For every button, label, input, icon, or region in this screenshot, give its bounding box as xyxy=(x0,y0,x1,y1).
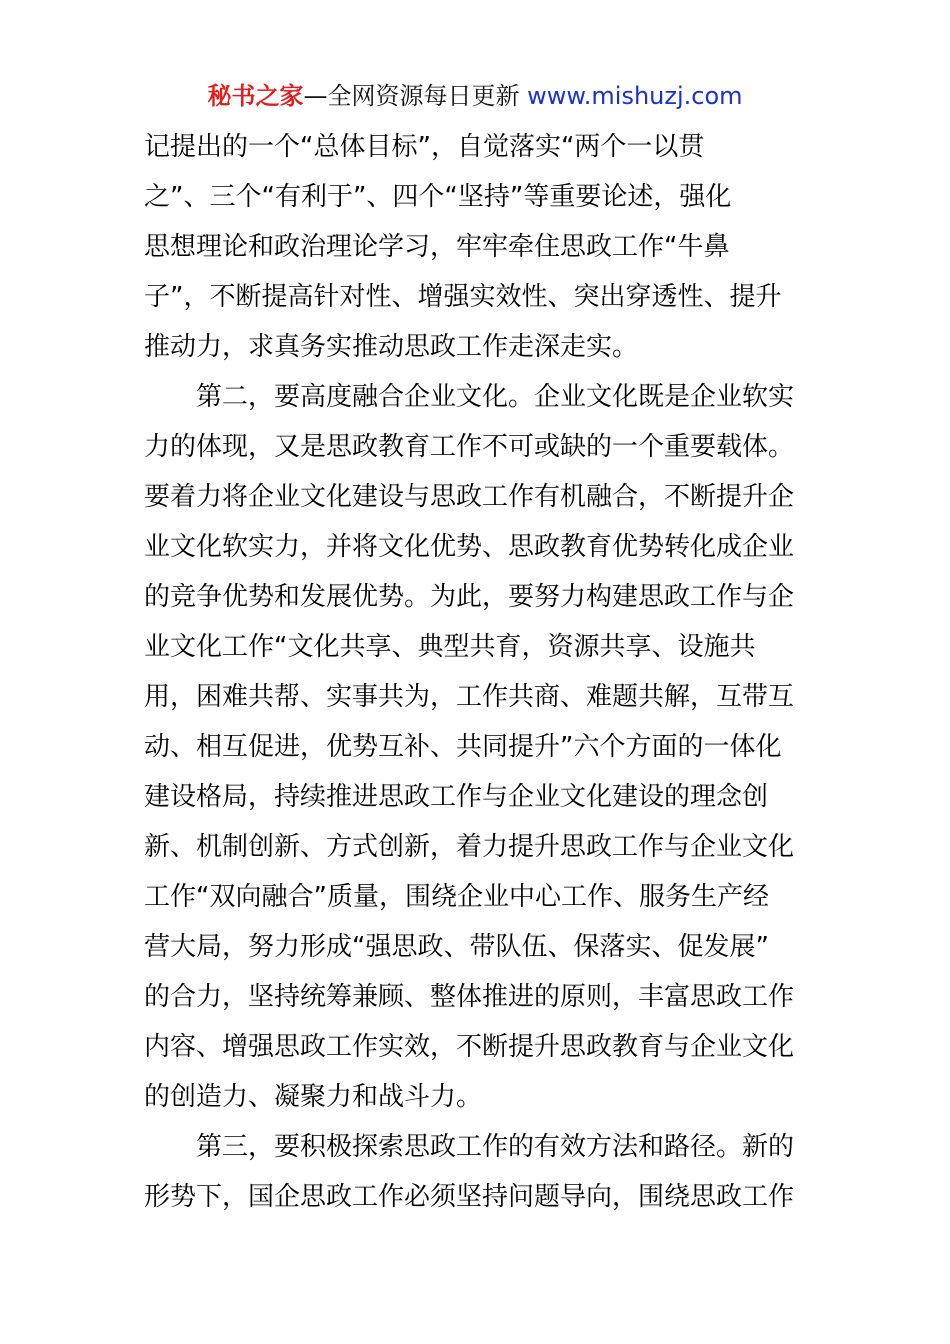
text-line: 第三，要积极探索思政工作的有效方法和路径。新的 xyxy=(144,1132,795,1162)
text-line: 第二，要高度融合企业文化。企业文化既是企业软实 xyxy=(144,382,795,412)
text-line: 思想理论和政治理论学习，牢牢牵住思政工作“牛鼻 xyxy=(144,232,730,262)
text-line: 力的体现，又是思政教育工作不可或缺的一个重要载体。 xyxy=(144,432,795,462)
header-tagline: —全网资源每日更新 xyxy=(303,82,520,110)
text-line: 的创造力、凝聚力和战斗力。 xyxy=(144,1082,483,1112)
text-line: 内容、增强思政工作实效，不断提升思政教育与企业文化 xyxy=(144,1032,795,1062)
text-line: 要着力将企业文化建设与思政工作有机融合，不断提升企 xyxy=(144,482,795,512)
text-line: 用，困难共帮、实事共为，工作共商、难题共解，互带互 xyxy=(144,682,795,712)
text-line: 业文化软实力，并将文化优势、思政教育优势转化成企业 xyxy=(144,532,795,562)
text-line: 子”，不断提高针对性、增强实效性、突出穿透性、提升 xyxy=(144,282,782,312)
page-header xyxy=(0,80,950,112)
header-site-url[interactable]: www.mishuzj.com xyxy=(527,82,743,110)
text-line: 推动力，求真务实推动思政工作走深走实。 xyxy=(144,332,639,362)
document-body xyxy=(144,122,808,1222)
text-line: 工作“双向融合”质量，围绕企业中心工作、服务生产经 xyxy=(144,882,769,912)
text-line: 动、相互促进，优势互补、共同提升”六个方面的一体化 xyxy=(144,732,782,762)
text-line: 的竞争优势和发展优势。为此，要努力构建思政工作与企 xyxy=(144,582,795,612)
text-line: 营大局，努力形成“强思政、带队伍、保落实、促发展” xyxy=(144,932,769,962)
text-line: 业文化工作“文化共享、典型共育，资源共享、设施共 xyxy=(144,632,756,662)
text-line: 形势下，国企思政工作必须坚持问题导向，围绕思政工作 xyxy=(144,1182,795,1212)
text-line: 之”、三个“有利于”、四个“坚持”等重要论述，强化 xyxy=(144,182,732,212)
header-brand: 秘书之家 xyxy=(207,82,304,110)
text-line: 的合力，坚持统筹兼顾、整体推进的原则，丰富思政工作 xyxy=(144,982,795,1012)
text-line: 记提出的一个“总体目标”，自觉落实“两个一以贯 xyxy=(144,132,705,162)
text-line: 建设格局，持续推进思政工作与企业文化建设的理念创 xyxy=(144,782,769,812)
text-line: 新、机制创新、方式创新，着力提升思政工作与企业文化 xyxy=(144,832,795,862)
